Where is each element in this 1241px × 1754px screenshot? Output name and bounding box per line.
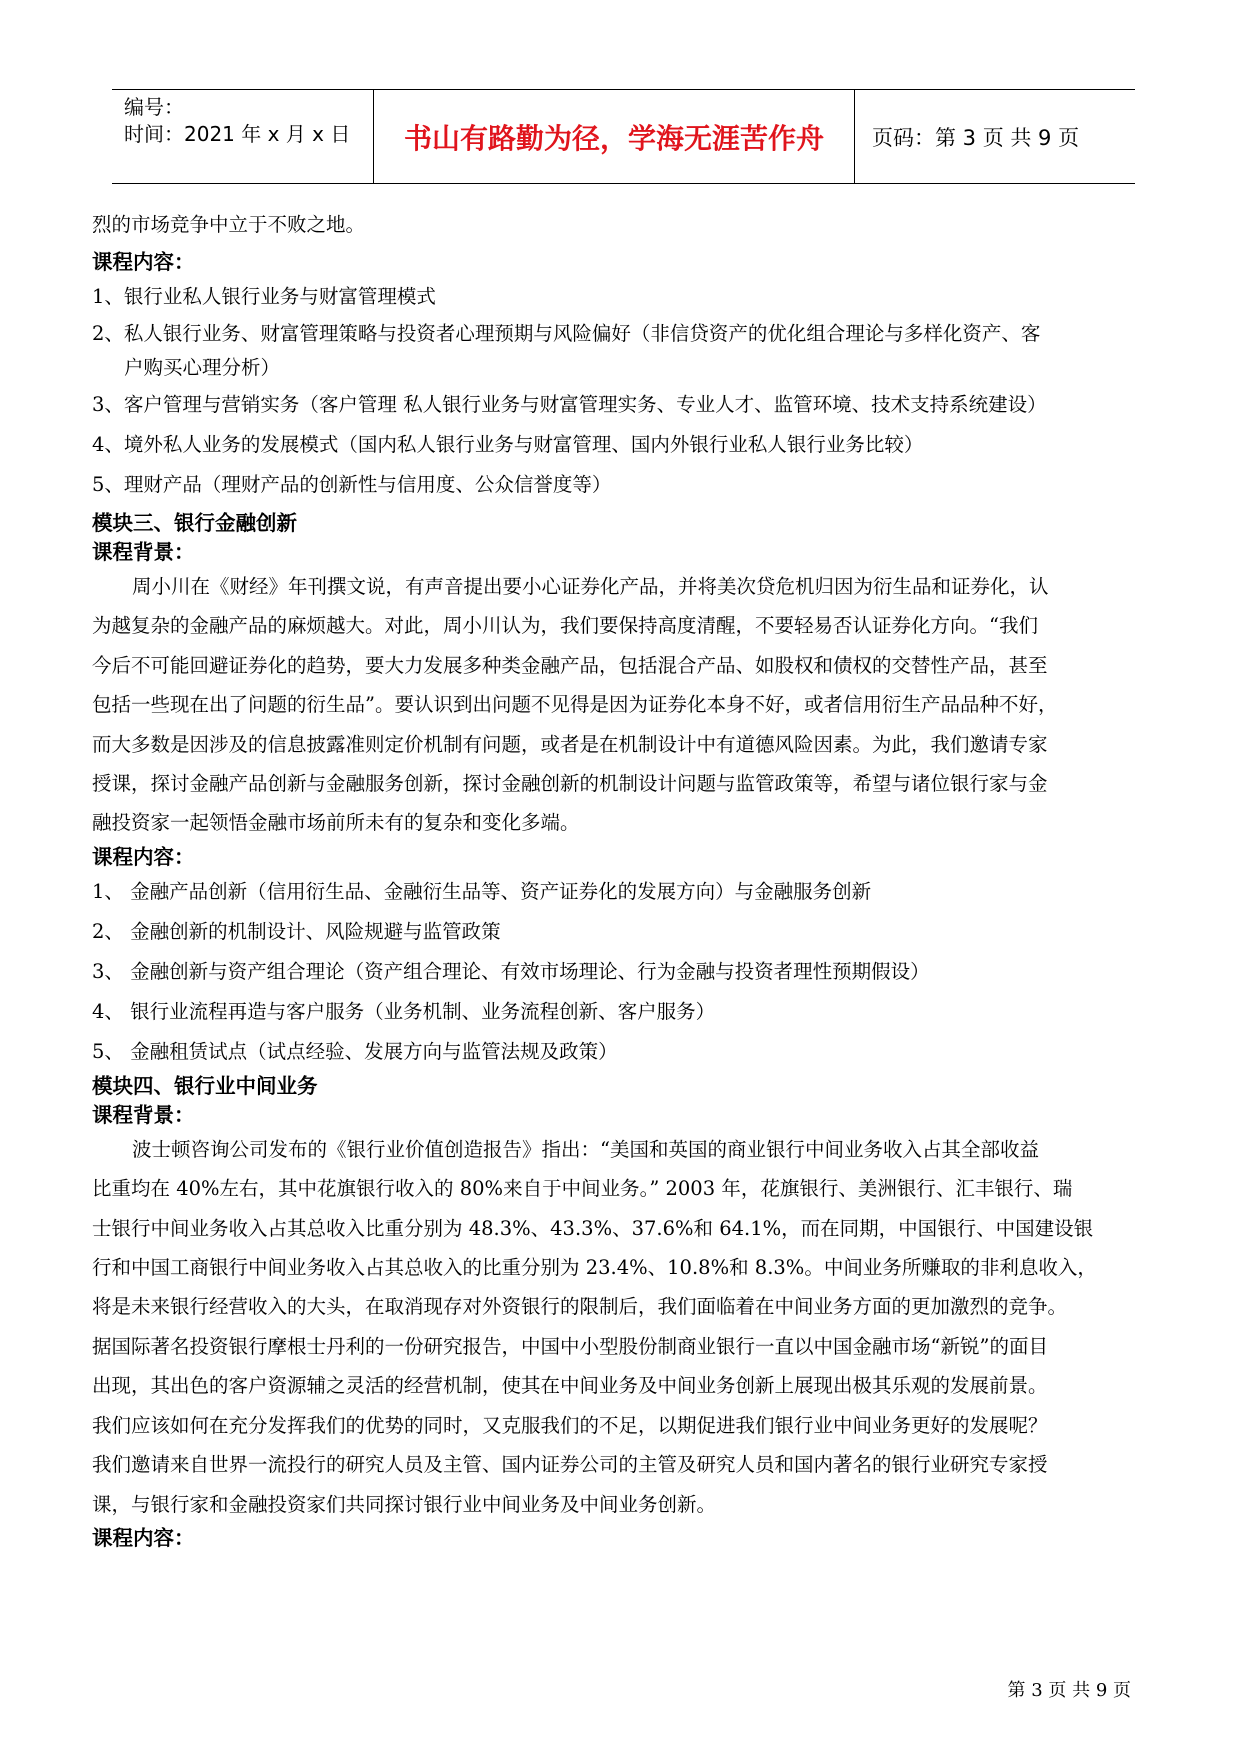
paragraph-line: 我们应该如何在充分发挥我们的优势的同时，又克服我们的不足，以期促进我们银行业中间业务更好的发展呢？ [92, 1413, 1048, 1437]
paragraph-line: 我们邀请来自世界一流投行的研究人员及主管、国内证券公司的主管及研究人员和国内著名的银行业研究专家授 [92, 1453, 1048, 1477]
paragraph-line: 今后不可能回避证券化的趋势，要大力发展多种类金融产品，包括混合产品、如股权和债权的交替性产品，甚至 [92, 653, 1048, 677]
background-paragraph [92, 1130, 1162, 1524]
paragraph-line: 比重均在 40%左右，其中花旗银行收入的 80%来自于中间业务。” 2003 年，花旗银行、美洲银行、汇丰银行、瑞 [92, 1177, 1073, 1201]
section-heading: 课程背景： [92, 540, 195, 564]
list-item: 5、 金融租赁试点（试点经验、发展方向与监管法规及政策） [92, 1039, 618, 1063]
carry-over-line: 烈的市场竞争中立于不败之地。 [92, 213, 366, 236]
document-body [92, 212, 1162, 1553]
list-item: 5、理财产品（理财产品的创新性与信用度、公众信誉度等） [92, 473, 612, 496]
list-item: 4、 银行业流程再造与客户服务（业务机制、业务流程创新、客户服务） [92, 999, 716, 1023]
list-item: 1、 金融产品创新（信用衍生品、金融衍生品等、资产证券化的发展方向）与金融服务创新 [92, 879, 872, 903]
list-item: 2、 金融创新的机制设计、风险规避与监管政策 [92, 919, 501, 943]
section-heading: 课程内容： [92, 250, 195, 274]
doc-number: 编号： [124, 95, 184, 119]
header-divider [854, 90, 855, 183]
course-content-list [92, 277, 1162, 505]
paragraph-line: 将是未来银行经营收入的大头，在取消现存对外资银行的限制后，我们面临着在中间业务方面的更加激烈的竞争。 [92, 1295, 1068, 1319]
page-footer: 第 3 页 共 9 页 [1007, 1680, 1131, 1701]
module-heading: 模块四、银行业中间业务 [92, 1073, 318, 1098]
course-content-list [92, 872, 1162, 1072]
section-heading: 课程背景： [92, 1102, 195, 1127]
header-motto: 书山有路勤为径，学海无涯苦作舟 [403, 121, 824, 155]
header-page-number: 页码：第 3 页 共 9 页 [872, 125, 1080, 150]
page-header [112, 89, 1135, 184]
paragraph-line: 行和中国工商银行中间业务收入占其总收入的比重分别为 23.4%、10.8%和 8.3%。中间业务所赚取的非利息收入， [92, 1256, 1097, 1280]
paragraph-line: 士银行中间业务收入占其总收入比重分别为 48.3%、43.3%、37.6%和 64.1%，而在同期，中国银行、中国建设银 [92, 1216, 1094, 1240]
list-item: 3、客户管理与营销实务（客户管理 私人银行业务与财富管理实务、专业人才、监管环境、技术支持系统建设） [92, 393, 1047, 416]
list-item: 2、私人银行业务、财富管理策略与投资者心理预期与风险偏好（非信贷资产的优化组合理论与多样化资产、客 [92, 322, 1041, 345]
paragraph-line: 为越复杂的金融产品的麻烦越大。对此，周小川认为，我们要保持高度清醒，不要轻易否认证券化方向。“我们 [92, 614, 1038, 638]
paragraph-line: 出现，其出色的客户资源辅之灵活的经营机制，使其在中间业务及中间业务创新上展现出极其乐观的发展前景。 [92, 1374, 1048, 1398]
list-item: 3、 金融创新与资产组合理论（资产组合理论、有效市场理论、行为金融与投资者理性预期假设） [92, 959, 930, 983]
paragraph-line: 融投资家一起领悟金融市场前所未有的复杂和变化多端。 [92, 811, 580, 835]
paragraph-line: 课，与银行家和金融投资家们共同探讨银行业中间业务及中间业务创新。 [92, 1492, 717, 1516]
paragraph-line: 授课，探讨金融产品创新与金融服务创新，探讨金融创新的机制设计问题与监管政策等，希望与诸位银行家与金 [92, 772, 1048, 796]
paragraph-line: 波士顿咨询公司发布的《银行业价值创造报告》指出：“美国和英国的商业银行中间业务收入占其全部收益 [132, 1137, 1039, 1161]
background-paragraph [92, 567, 1162, 843]
paragraph-line: 而大多数是因涉及的信息披露准则定价机制有问题，或者是在机制设计中有道德风险因素。为此，我们邀请专家 [92, 732, 1048, 756]
paragraph-line: 周小川在《财经》年刊撰文说，有声音提出要小心证券化产品，并将美次贷危机归因为衍生品和证券化，认 [132, 575, 1049, 598]
section-heading: 课程内容： [92, 844, 195, 869]
section-heading: 课程内容： [92, 1525, 195, 1550]
list-item: 1、银行业私人银行业务与财富管理模式 [92, 285, 436, 308]
list-item: 户购买心理分析） [124, 356, 281, 379]
paragraph-line: 据国际著名投资银行摩根士丹利的一份研究报告，中国中小型股份制商业银行一直以中国金融市场“新锐”的面目 [92, 1334, 1048, 1358]
paragraph-line: 包括一些现在出了问题的衍生品”。要认识到出问题不见得是因为证券化本身不好，或者信用衍生产品品种不好， [92, 693, 1058, 717]
list-item: 4、境外私人业务的发展模式（国内私人银行业务与财富管理、国内外银行业私人银行业务比较） [92, 433, 924, 456]
doc-time: 时间：2021 年 x 月 x 日 [124, 122, 351, 146]
module-heading: 模块三、银行金融创新 [92, 511, 297, 535]
